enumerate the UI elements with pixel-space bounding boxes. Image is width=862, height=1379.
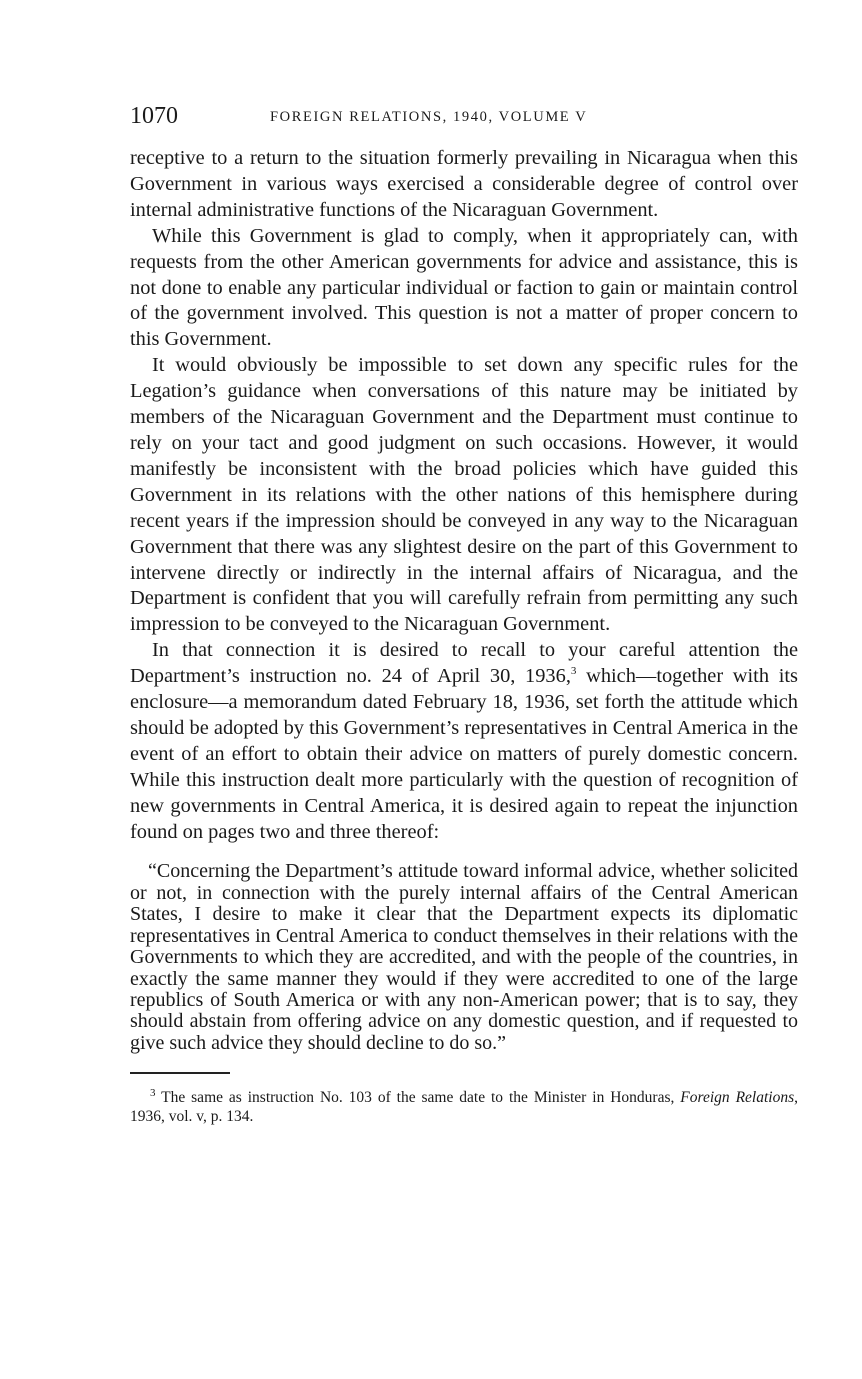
footnote-citation: , 1936, vol. v, p. 134. <box>130 1089 798 1126</box>
footnote-mark: 3 <box>150 1086 156 1099</box>
paragraph-4-text-after-ref: which—together with its enclosure—a memorandum dated February 18, 1936, set forth the attitude which should be adopted by this Government’s representatives in Central America in the event of an effort to obtain their advice on matters of purely domestic concern. While this instruction dealt more particularly with the question of recognition of new governments in Central America, it is desired again to repeat the injunction found on pages two and three thereof: <box>130 665 798 843</box>
footnote-text: The same as instruction No. 103 of the same date to the Minister in Honduras, <box>161 1089 675 1107</box>
footnote-divider <box>130 1072 230 1074</box>
block-quote: “Concerning the Department’s attitude toward informal advice, whether solicited or not, in connection with the purely internal affairs of the Central American States, I desire to make it clear that the Department expects its diplomatic representatives in Central America to conduct themselves in their relations with the Governments to which they are accredited, and with the people of the countries, in exactly the same manner they would if they were accredited to one of the large republics of South America or with any non-American power; that is to say, they should abstain from offering advice on any domestic question, and if requested to give such advice they should decline to do so.” <box>130 860 798 1054</box>
document-page <box>130 100 798 1142</box>
paragraph-4-text-before-ref: In that connection it is desired to recall to your careful attention the Department’s instruction no. 24 of April 30, 1936, <box>130 639 798 688</box>
body-text <box>130 146 798 845</box>
running-title: FOREIGN RELATIONS, 1940, VOLUME V <box>270 109 588 125</box>
paragraph-2: While this Government is glad to comply, when it appropriately can, with requests from the other American governments for advice and assistance, this is not done to enable any particular individual or faction to gain or maintain control of the government involved. This question is not a matter of proper concern to this Government. <box>130 224 798 351</box>
running-head <box>130 100 798 136</box>
paragraph-1: receptive to a return to the situation formerly prevailing in Nicaragua when this Government in various ways exercised a considerable degree of control over internal administrative functions of the Nicaraguan Government. <box>130 147 798 221</box>
footnote-reference: 3 <box>570 665 577 678</box>
footnote <box>130 1088 798 1126</box>
page-number: 1070 <box>130 103 178 129</box>
paragraph-3: It would obviously be impossible to set down any specific rules for the Legation’s guidance when conversations of this nature may be initiated by members of the Nicaraguan Government and the Department must continue to rely on your tact and good judgment on such occasions. However, it would manifestly be inconsistent with the broad policies which have guided this Government in its relations with the other nations of this hemisphere during recent years if the impression should be conveyed in any way to the Nicaraguan Government that there was any slightest desire on the part of this Government to intervene directly or indirectly in the internal affairs of Nicaragua, and the Department is confident that you will carefully refrain from permitting any such impression to be conveyed to the Nicaraguan Government. <box>130 354 798 636</box>
paragraph-4 <box>130 638 798 845</box>
footnote-source: Foreign Relations <box>680 1089 795 1107</box>
